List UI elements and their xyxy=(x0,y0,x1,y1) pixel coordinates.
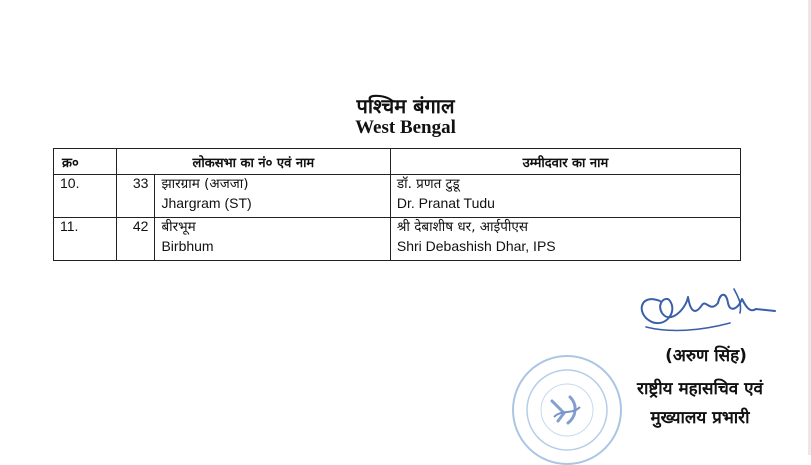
constituency-name-cell xyxy=(155,218,390,261)
column-header-constituency: लोकसभा का नं० एवं नाम xyxy=(116,149,390,175)
candidate-name-english: Shri Debashish Dhar, IPS xyxy=(396,238,556,254)
signatory-title-line-1: राष्ट्रीय महासचिव एवं xyxy=(637,379,763,399)
serial-cell: 11. xyxy=(54,218,117,261)
constituency-name-cell xyxy=(155,175,390,218)
candidates-table xyxy=(53,148,741,261)
candidate-name-hindi: श्री देबाशीष धर, आईपीएस xyxy=(396,219,528,235)
table-header-row xyxy=(54,149,741,175)
column-header-serial: क्र० xyxy=(54,149,117,175)
handwritten-signature xyxy=(630,283,780,345)
constituency-number-cell: 33 xyxy=(116,175,155,218)
constituency-name-english: Jhargram (ST) xyxy=(161,195,252,211)
table-row xyxy=(54,218,741,261)
candidate-name-hindi: डॉ. प्रणत टुडू xyxy=(396,176,460,192)
candidate-name-english: Dr. Pranat Tudu xyxy=(396,195,495,211)
constituency-number-cell: 42 xyxy=(116,218,155,261)
serial-cell: 10. xyxy=(54,175,117,218)
constituency-name-hindi: बीरभूम xyxy=(161,219,196,235)
page-title-english: West Bengal xyxy=(355,117,456,138)
signatory-name: (अरुण सिंह) xyxy=(665,346,747,366)
constituency-name-english: Birbhum xyxy=(161,238,214,254)
candidate-name-cell xyxy=(390,218,740,261)
signatory-title-line-2: मुख्यालय प्रभारी xyxy=(650,408,750,428)
candidate-name-cell xyxy=(390,175,740,218)
page-title-hindi: पश्चिम बंगाल xyxy=(356,94,455,118)
constituency-name-hindi: झारग्राम (अजजा) xyxy=(161,176,249,192)
column-header-candidate: उम्मीदवार का नाम xyxy=(390,149,740,175)
table-row xyxy=(54,175,741,218)
